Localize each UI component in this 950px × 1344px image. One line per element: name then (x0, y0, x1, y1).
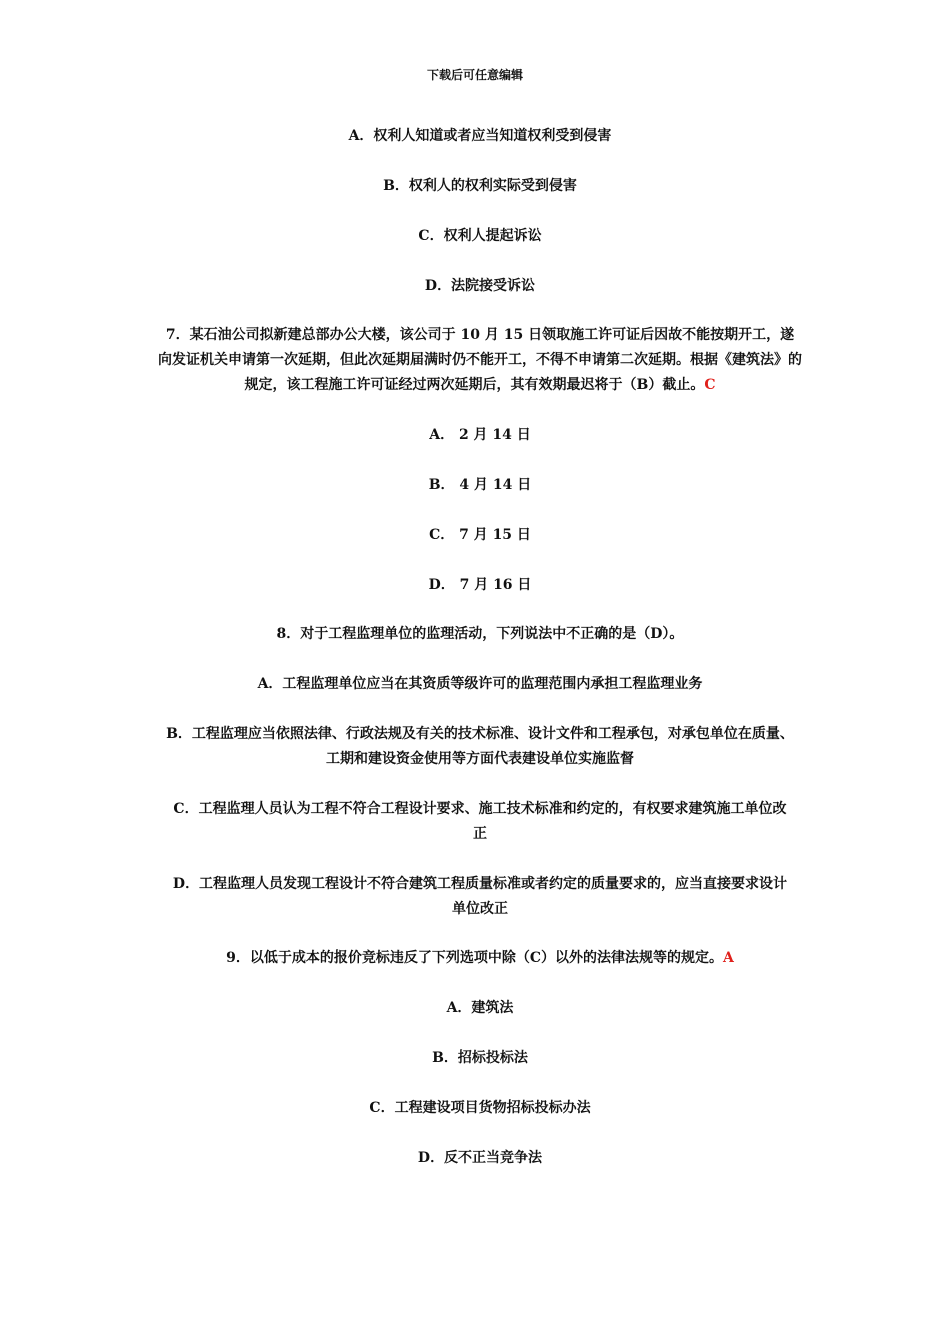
q7-answer-mark: C (704, 377, 716, 393)
q7-option-a: A． 2 月 14 日 (429, 427, 531, 443)
q7-option-d: D． 7 月 16 日 (428, 577, 532, 593)
q8-option-d-line-1: D．工程监理人员发现工程设计不符合建筑工程质量标准或者约定的质量要求的，应当直接要求设计 (172, 876, 788, 892)
q9-option-a: A．建筑法 (446, 1000, 514, 1016)
q8-option-a: A．工程监理单位应当在其资质等级许可的监理范围内承担工程监理业务 (257, 676, 703, 692)
q8-option-b-line-1: B．工程监理应当依照法律、行政法规及有关的技术标准、设计文件和工程承包，对承包单位在质量、 (166, 726, 794, 742)
q6-option-d: D．法院接受诉讼 (424, 278, 536, 294)
q7-option-c: C． 7 月 15 日 (429, 527, 531, 543)
q7-stem-line-2: 向发证机关申请第一次延期，但此次延期届满时仍不能开工，不得不申请第二次延期。根据《建筑法》的 (158, 352, 802, 368)
q8-option-c-line-2: 正 (473, 826, 487, 842)
page-header: 下载后可任意编辑 (426, 68, 523, 82)
q9-stem-line (140, 946, 820, 971)
q6-option-a: A．权利人知道或者应当知道权利受到侵害 (348, 128, 612, 144)
q7-stem-line-3 (140, 373, 820, 398)
q9-answer-mark: A (723, 950, 734, 966)
q9-option-b: B．招标投标法 (432, 1050, 528, 1066)
q9-option-d: D．反不正当竞争法 (417, 1150, 543, 1166)
q8-option-d-line-2: 单位改正 (452, 901, 508, 917)
q7-stem-text: 规定，该工程施工许可证经过两次延期后，其有效期最迟将于（B）截止。 (244, 377, 705, 393)
q8-stem: 8．对于工程监理单位的监理活动，下列说法中不正确的是（D）。 (276, 626, 684, 642)
q7-option-b: B． 4 月 14 日 (428, 477, 532, 493)
q9-stem: 9．以低于成本的报价竞标违反了下列选项中除（C）以外的法律法规等的规定。 (226, 950, 723, 966)
q9-option-c: C．工程建设项目货物招标投标办法 (369, 1100, 591, 1116)
q6-option-c: C．权利人提起诉讼 (418, 228, 542, 244)
q6-option-b: B．权利人的权利实际受到侵害 (383, 178, 577, 194)
q7-stem-line-1: 7．某石油公司拟新建总部办公大楼，该公司于 10 月 15 日领取施工许可证后因故不能按期开工，遂 (165, 327, 795, 343)
q8-option-b-line-2: 工期和建设资金使用等方面代表建设单位实施监督 (326, 751, 634, 767)
q8-option-c-line-1: C．工程监理人员认为工程不符合工程设计要求、施工技术标准和约定的，有权要求建筑施工单位改 (173, 801, 787, 817)
